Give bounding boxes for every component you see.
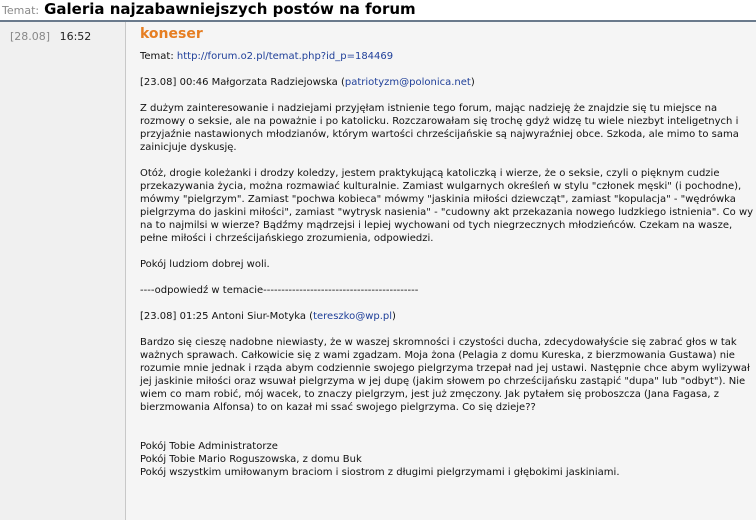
quote2-paragraph: Bardzo się cieszę nadobne niewiasty, że w waszej skromności i czystości ducha, zdecydowałyście się zabrać głos w tak ważnych sprawach. Całkowicie się z wami zgadzam. Moja żona (Pelagia z domu Kureska, z bierzmowania Gustawa) nie rozumie mnie jednak i rząda abym codziennie swojego pielgrzyma trzepał nad jej ustawi. Następnie chce abym wylizywał jej jaskinie miłości oraz wsuwał pielgrzyma w jej dupę (jakim słowem po chrześcijańsku zastąpić "dupa" lub "odbyt"). Nie wiem co mam robić, mój wacek, to znaczy pielgrzym, jest już zmęczony. Jak pytałem się proboszcza (Jana Fagasa, z bierzmowania Alfonsa) to on kazał mi ssać swojego pielgrzyma. Co się dzieje?? bbox=[140, 337, 750, 413]
post-row bbox=[0, 22, 756, 520]
closing-line: Pokój Tobie Mario Roguszowska, z domu Buk bbox=[140, 454, 362, 465]
reply-separator: ----odpowiedź w temacie------------------------------------------- bbox=[140, 285, 419, 296]
quote2-email-link[interactable]: tereszko@wp.pl bbox=[313, 311, 393, 322]
topic-header bbox=[0, 0, 756, 22]
topic-link[interactable]: http://forum.o2.pl/temat.php?id_p=184469 bbox=[176, 51, 394, 62]
topic-title: Galeria najzabawniejszych postów na forum bbox=[44, 0, 416, 18]
quote1-email-link[interactable]: patriotyzm@polonica.net bbox=[344, 77, 471, 88]
post-text bbox=[140, 50, 756, 479]
post-date-day: [28.08] bbox=[10, 30, 51, 43]
quote1-meta-text: [23.08] 00:46 Małgorzata Radziejowska ( bbox=[140, 77, 345, 88]
quote2-meta bbox=[140, 310, 756, 323]
post-author[interactable]: koneser bbox=[140, 26, 203, 42]
quote1-meta bbox=[140, 76, 756, 89]
quote2-meta-end: ) bbox=[392, 311, 396, 322]
post-body bbox=[126, 22, 756, 520]
topic-line bbox=[140, 50, 756, 63]
quote1-paragraph: Pokój ludziom dobrej woli. bbox=[140, 259, 270, 270]
quote2-meta-text: [23.08] 01:25 Antoni Siur-Motyka ( bbox=[140, 311, 314, 322]
topic-label: Temat: bbox=[2, 4, 40, 17]
post-date-time: 16:52 bbox=[59, 30, 92, 43]
quote1-paragraph: Z dużym zainteresowanie i nadziejami przyjęłam istnienie tego forum, mając nadzieję że znajdzie się tu miejsce na rozmowy o seksie, ale na poważnie i po katolicku. Rozczarowałam się trochę gdyż widzę tu wiele niezbyt inteligetnych i przyjaźnie nastawionych młodzianów, którym wartości chrześcijańskie są najwyraźniej obce. Szkoda, ale mimo to sama zainicjuje dyskusję. bbox=[140, 103, 739, 153]
quote1-paragraph: Otóż, drogie koleżanki i drodzy koledzy, jestem praktykującą katoliczką i wierze, że o seksie, czyli o pięknym cudzie przekazywania życia, można rozmawiać kulturalnie. Zamiast wulgarnych określeń w stylu "członek męski" (i pochodne), mówmy "pielgrzym". Zamiast "pochwa kobieca" mówmy "jaskinia miłości dziewcząt", zamiast "kopulacja" - "wędrówka pielgrzyma do jaskini miłości", zamiast "wytrysk nasienia" - "cudowny akt przekazania nowego ludzkiego istnienia". Co wy na to najmilsi w wierze? Bądźmy mądrzejsi i lepiej wychowani od tych niegrzecznych młodzieńców. Czekam na wasze, pełne miłości i chrześcijańskiego zrozumienia, odpowiedzi. bbox=[140, 168, 754, 244]
quote1-meta-end: ) bbox=[470, 77, 475, 88]
topic-prefix: Temat: bbox=[140, 51, 174, 62]
post-date bbox=[0, 22, 126, 520]
closing-line: Pokój wszystkim umiłowanym braciom i siostrom z długimi pielgrzymami i głębokimi jaskiniami. bbox=[140, 467, 620, 478]
closing-line: Pokój Tobie Administratorze bbox=[140, 441, 278, 452]
spacer bbox=[140, 427, 756, 440]
